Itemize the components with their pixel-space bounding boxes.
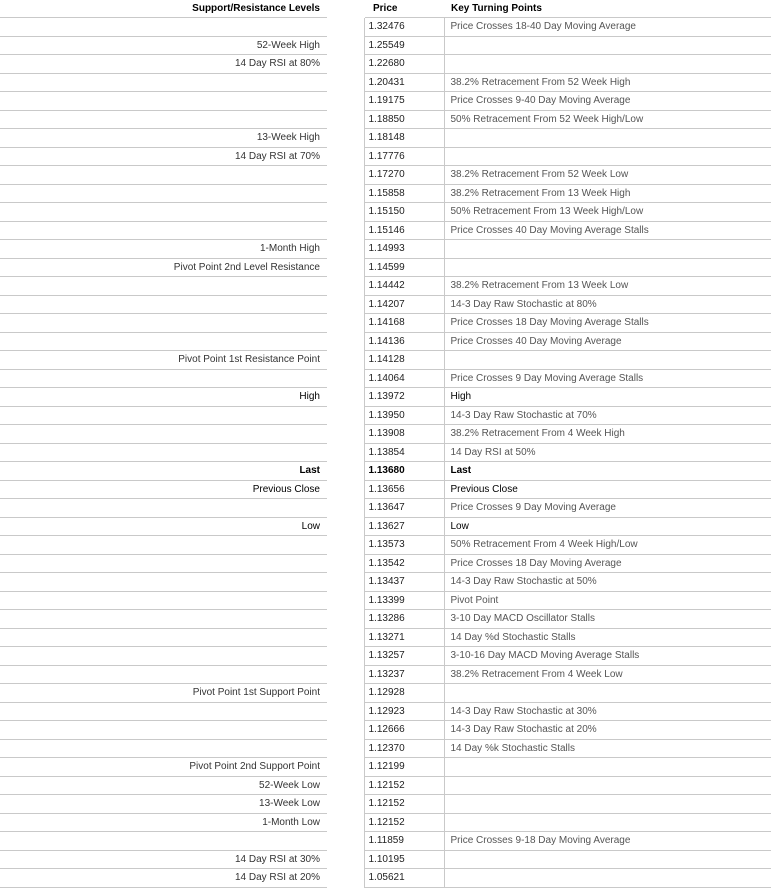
level-cell <box>0 314 327 333</box>
spacer-cell <box>327 795 364 814</box>
spacer-cell <box>327 406 364 425</box>
table-row <box>0 573 771 592</box>
spacer-cell <box>327 850 364 869</box>
price-cell: 1.14136 <box>364 332 444 351</box>
table-header-row <box>0 0 771 18</box>
table-row <box>0 536 771 555</box>
turning-point-cell: High <box>444 388 771 407</box>
turning-point-cell: Price Crosses 9 Day Moving Average <box>444 499 771 518</box>
level-cell: 13-Week High <box>0 129 327 148</box>
table-row <box>0 702 771 721</box>
table-row <box>0 258 771 277</box>
turning-point-cell: Price Crosses 9-18 Day Moving Average <box>444 832 771 851</box>
spacer-cell <box>327 147 364 166</box>
price-cell: 1.12152 <box>364 813 444 832</box>
level-cell: High <box>0 388 327 407</box>
spacer-cell <box>327 258 364 277</box>
turning-point-cell: 50% Retracement From 52 Week High/Low <box>444 110 771 129</box>
level-cell: Last <box>0 462 327 481</box>
price-cell: 1.15146 <box>364 221 444 240</box>
turning-point-cell <box>444 258 771 277</box>
price-cell: 1.13647 <box>364 499 444 518</box>
level-cell <box>0 628 327 647</box>
table-row <box>0 92 771 111</box>
level-cell: Pivot Point 1st Support Point <box>0 684 327 703</box>
price-cell: 1.14993 <box>364 240 444 259</box>
price-cell: 1.12928 <box>364 684 444 703</box>
table-row <box>0 295 771 314</box>
price-cell: 1.20431 <box>364 73 444 92</box>
table-row <box>0 240 771 259</box>
table-row <box>0 18 771 37</box>
level-cell <box>0 221 327 240</box>
turning-point-cell <box>444 351 771 370</box>
price-cell: 1.13908 <box>364 425 444 444</box>
table-row <box>0 850 771 869</box>
price-cell: 1.25549 <box>364 36 444 55</box>
spacer-cell <box>327 536 364 555</box>
spacer-cell <box>327 591 364 610</box>
turning-point-cell <box>444 240 771 259</box>
spacer-cell <box>327 184 364 203</box>
price-cell: 1.05621 <box>364 869 444 888</box>
turning-point-cell: 14-3 Day Raw Stochastic at 70% <box>444 406 771 425</box>
spacer-cell <box>327 295 364 314</box>
price-cell: 1.12370 <box>364 739 444 758</box>
level-cell: 14 Day RSI at 20% <box>0 869 327 888</box>
header-spacer <box>327 0 364 18</box>
table-row <box>0 184 771 203</box>
spacer-cell <box>327 55 364 74</box>
spacer-cell <box>327 388 364 407</box>
price-cell: 1.13399 <box>364 591 444 610</box>
level-cell <box>0 832 327 851</box>
turning-point-cell <box>444 795 771 814</box>
table-row <box>0 776 771 795</box>
table-row <box>0 647 771 666</box>
price-cell: 1.13573 <box>364 536 444 555</box>
price-cell: 1.13854 <box>364 443 444 462</box>
level-cell <box>0 92 327 111</box>
turning-point-cell: Previous Close <box>444 480 771 499</box>
level-cell <box>0 647 327 666</box>
price-cell: 1.14168 <box>364 314 444 333</box>
spacer-cell <box>327 813 364 832</box>
spacer-cell <box>327 110 364 129</box>
table-row <box>0 147 771 166</box>
level-cell <box>0 184 327 203</box>
turning-point-cell: 50% Retracement From 4 Week High/Low <box>444 536 771 555</box>
turning-point-cell: 38.2% Retracement From 52 Week High <box>444 73 771 92</box>
table-row <box>0 406 771 425</box>
turning-point-cell: 14-3 Day Raw Stochastic at 50% <box>444 573 771 592</box>
spacer-cell <box>327 92 364 111</box>
turning-point-cell: 14-3 Day Raw Stochastic at 30% <box>444 702 771 721</box>
level-cell <box>0 295 327 314</box>
table-row <box>0 55 771 74</box>
spacer-cell <box>327 832 364 851</box>
turning-point-cell: 14 Day %d Stochastic Stalls <box>444 628 771 647</box>
spacer-cell <box>327 425 364 444</box>
spacer-cell <box>327 332 364 351</box>
price-cell: 1.12199 <box>364 758 444 777</box>
spacer-cell <box>327 665 364 684</box>
table-row <box>0 610 771 629</box>
turning-point-cell <box>444 850 771 869</box>
table-row <box>0 203 771 222</box>
price-cell: 1.22680 <box>364 55 444 74</box>
spacer-cell <box>327 480 364 499</box>
table-row <box>0 795 771 814</box>
table-row <box>0 758 771 777</box>
level-cell: Pivot Point 2nd Level Resistance <box>0 258 327 277</box>
turning-point-cell: Price Crosses 18-40 Day Moving Average <box>444 18 771 37</box>
level-cell: Pivot Point 1st Resistance Point <box>0 351 327 370</box>
turning-point-cell: 38.2% Retracement From 52 Week Low <box>444 166 771 185</box>
table-row <box>0 36 771 55</box>
level-cell <box>0 110 327 129</box>
table-row <box>0 425 771 444</box>
turning-point-cell: 50% Retracement From 13 Week High/Low <box>444 203 771 222</box>
level-cell <box>0 591 327 610</box>
turning-point-cell: Price Crosses 18 Day Moving Average <box>444 554 771 573</box>
level-cell <box>0 536 327 555</box>
price-cell: 1.12666 <box>364 721 444 740</box>
turning-point-cell <box>444 684 771 703</box>
spacer-cell <box>327 314 364 333</box>
level-cell: Pivot Point 2nd Support Point <box>0 758 327 777</box>
turning-point-cell: Price Crosses 18 Day Moving Average Stalls <box>444 314 771 333</box>
level-cell: Previous Close <box>0 480 327 499</box>
turning-point-cell: Price Crosses 9-40 Day Moving Average <box>444 92 771 111</box>
table-row <box>0 813 771 832</box>
table-row <box>0 480 771 499</box>
spacer-cell <box>327 554 364 573</box>
table-row <box>0 166 771 185</box>
level-cell <box>0 73 327 92</box>
table-row <box>0 443 771 462</box>
table-row <box>0 554 771 573</box>
price-cell: 1.13286 <box>364 610 444 629</box>
turning-point-cell: 38.2% Retracement From 13 Week Low <box>444 277 771 296</box>
spacer-cell <box>327 739 364 758</box>
table-row <box>0 388 771 407</box>
turning-point-cell <box>444 869 771 888</box>
turning-point-cell: Last <box>444 462 771 481</box>
price-cell: 1.13950 <box>364 406 444 425</box>
table-row <box>0 517 771 536</box>
spacer-cell <box>327 647 364 666</box>
table-row <box>0 499 771 518</box>
level-cell <box>0 739 327 758</box>
level-cell <box>0 425 327 444</box>
table-row <box>0 684 771 703</box>
turning-point-cell: 14-3 Day Raw Stochastic at 80% <box>444 295 771 314</box>
price-cell: 1.17776 <box>364 147 444 166</box>
spacer-cell <box>327 203 364 222</box>
price-cell: 1.14442 <box>364 277 444 296</box>
turning-point-cell <box>444 129 771 148</box>
level-cell <box>0 721 327 740</box>
level-cell <box>0 203 327 222</box>
table-row <box>0 129 771 148</box>
table-row <box>0 332 771 351</box>
spacer-cell <box>327 721 364 740</box>
table-row <box>0 739 771 758</box>
level-cell <box>0 702 327 721</box>
turning-point-cell: Price Crosses 9 Day Moving Average Stalls <box>444 369 771 388</box>
price-cell: 1.13437 <box>364 573 444 592</box>
turning-point-cell: 38.2% Retracement From 4 Week High <box>444 425 771 444</box>
price-cell: 1.13237 <box>364 665 444 684</box>
level-cell <box>0 18 327 37</box>
price-cell: 1.13257 <box>364 647 444 666</box>
price-cell: 1.13627 <box>364 517 444 536</box>
turning-point-cell <box>444 55 771 74</box>
level-cell <box>0 665 327 684</box>
spacer-cell <box>327 776 364 795</box>
price-cell: 1.13680 <box>364 462 444 481</box>
table-row <box>0 721 771 740</box>
price-cell: 1.18148 <box>364 129 444 148</box>
spacer-cell <box>327 758 364 777</box>
turning-point-cell: Low <box>444 517 771 536</box>
spacer-cell <box>327 684 364 703</box>
level-cell: 14 Day RSI at 30% <box>0 850 327 869</box>
level-cell: 13-Week Low <box>0 795 327 814</box>
turning-point-cell <box>444 776 771 795</box>
turning-point-cell: 3-10 Day MACD Oscillator Stalls <box>444 610 771 629</box>
spacer-cell <box>327 869 364 888</box>
table-row <box>0 351 771 370</box>
level-cell <box>0 443 327 462</box>
header-price: Price <box>373 3 398 14</box>
table-row <box>0 277 771 296</box>
table-row <box>0 110 771 129</box>
price-cell: 1.12152 <box>364 776 444 795</box>
turning-point-cell <box>444 36 771 55</box>
price-cell: 1.19175 <box>364 92 444 111</box>
spacer-cell <box>327 517 364 536</box>
spacer-cell <box>327 702 364 721</box>
spacer-cell <box>327 166 364 185</box>
price-cell: 1.14128 <box>364 351 444 370</box>
table-row <box>0 73 771 92</box>
price-cell: 1.15150 <box>364 203 444 222</box>
turning-point-cell: Price Crosses 40 Day Moving Average Stalls <box>444 221 771 240</box>
level-cell <box>0 610 327 629</box>
spacer-cell <box>327 499 364 518</box>
level-cell: 14 Day RSI at 70% <box>0 147 327 166</box>
price-cell: 1.12152 <box>364 795 444 814</box>
table-row <box>0 314 771 333</box>
level-cell <box>0 277 327 296</box>
turning-point-cell: Price Crosses 40 Day Moving Average <box>444 332 771 351</box>
spacer-cell <box>327 628 364 647</box>
spacer-cell <box>327 351 364 370</box>
price-cell: 1.14207 <box>364 295 444 314</box>
table-body <box>0 18 771 888</box>
price-cell: 1.13656 <box>364 480 444 499</box>
table-row <box>0 869 771 888</box>
turning-point-cell <box>444 813 771 832</box>
level-cell: 1-Month Low <box>0 813 327 832</box>
turning-point-cell <box>444 147 771 166</box>
level-cell <box>0 499 327 518</box>
level-cell: 1-Month High <box>0 240 327 259</box>
turning-point-cell: Pivot Point <box>444 591 771 610</box>
table-row <box>0 591 771 610</box>
spacer-cell <box>327 443 364 462</box>
level-cell <box>0 554 327 573</box>
level-cell <box>0 166 327 185</box>
spacer-cell <box>327 573 364 592</box>
level-cell <box>0 406 327 425</box>
turning-point-cell: 14 Day %k Stochastic Stalls <box>444 739 771 758</box>
turning-point-cell: 14 Day RSI at 50% <box>444 443 771 462</box>
price-cell: 1.17270 <box>364 166 444 185</box>
price-cell: 1.14599 <box>364 258 444 277</box>
level-cell <box>0 332 327 351</box>
table-row <box>0 462 771 481</box>
table-row <box>0 628 771 647</box>
level-cell: Low <box>0 517 327 536</box>
table-row <box>0 221 771 240</box>
level-cell <box>0 369 327 388</box>
spacer-cell <box>327 129 364 148</box>
table-row <box>0 832 771 851</box>
spacer-cell <box>327 73 364 92</box>
spacer-cell <box>327 277 364 296</box>
price-cell: 1.15858 <box>364 184 444 203</box>
turning-point-cell: 38.2% Retracement From 4 Week Low <box>444 665 771 684</box>
price-cell: 1.13271 <box>364 628 444 647</box>
price-cell: 1.13972 <box>364 388 444 407</box>
spacer-cell <box>327 36 364 55</box>
spacer-cell <box>327 610 364 629</box>
spacer-cell <box>327 240 364 259</box>
spacer-cell <box>327 462 364 481</box>
price-cell: 1.18850 <box>364 110 444 129</box>
level-cell: 52-Week High <box>0 36 327 55</box>
price-cell: 1.10195 <box>364 850 444 869</box>
turning-point-cell: 3-10-16 Day MACD Moving Average Stalls <box>444 647 771 666</box>
level-cell: 14 Day RSI at 80% <box>0 55 327 74</box>
spacer-cell <box>327 369 364 388</box>
header-key-turning-points: Key Turning Points <box>451 3 542 14</box>
spacer-cell <box>327 18 364 37</box>
turning-point-cell <box>444 758 771 777</box>
price-cell: 1.12923 <box>364 702 444 721</box>
turning-point-cell: 14-3 Day Raw Stochastic at 20% <box>444 721 771 740</box>
level-cell: 52-Week Low <box>0 776 327 795</box>
spacer-cell <box>327 221 364 240</box>
price-cell: 1.14064 <box>364 369 444 388</box>
price-cell: 1.32476 <box>364 18 444 37</box>
turning-point-cell: 38.2% Retracement From 13 Week High <box>444 184 771 203</box>
table-row <box>0 665 771 684</box>
price-cell: 1.13542 <box>364 554 444 573</box>
level-cell <box>0 573 327 592</box>
header-support-resistance: Support/Resistance Levels <box>192 3 320 14</box>
table-row <box>0 369 771 388</box>
price-cell: 1.11859 <box>364 832 444 851</box>
